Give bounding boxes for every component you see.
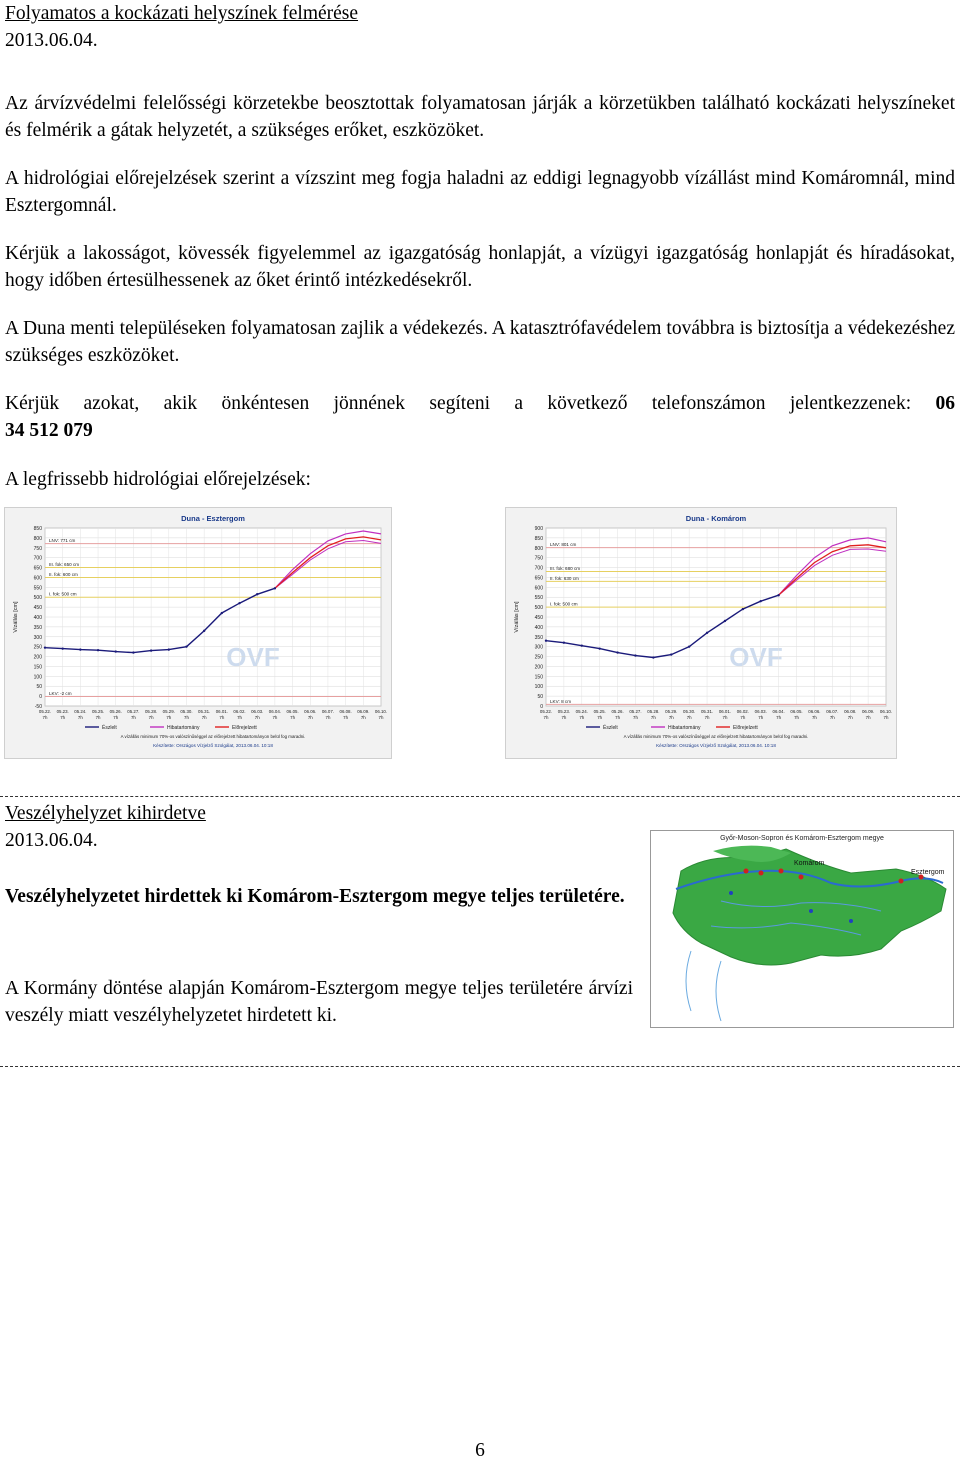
emergency-bold-statement: Veszélyhelyzetet hirdettek ki Komárom-Esztergom megye teljes területére. [5, 886, 625, 907]
x-tick-hour: 7h [668, 715, 674, 720]
x-tick-hour: 7h [201, 715, 207, 720]
y-tick-label: 550 [33, 585, 42, 592]
x-tick-hour: 7h [343, 715, 349, 720]
x-tick-label: 06.07. [826, 709, 839, 714]
observed-point [777, 594, 779, 596]
x-tick-label: 06.09. [357, 709, 370, 714]
y-tick-label: 550 [534, 595, 543, 602]
phone-number: 34 512 079 [5, 420, 93, 441]
x-tick-label: 06.03. [754, 709, 767, 714]
y-tick-label: 0 [39, 694, 42, 701]
y-tick-label: 150 [534, 674, 543, 681]
x-tick-hour: 7h [633, 715, 638, 720]
paragraph-4: A Duna menti településeken folyamatosan zajlik a védekezés. A katasztrófavédelem továbbra is biztosítja a védekezéshez szükséges eszközöket. [5, 318, 955, 366]
section-title-emergency: Veszélyhelyzet kihirdetve [5, 803, 206, 824]
chart-footnote: A vízállás minimum 70%-os valószínűséggel az előrejelzett hibatartományon belül fog maradni. [120, 734, 306, 739]
reference-level-label: LNV: 771 cm [49, 538, 76, 544]
x-tick-hour: 7h [740, 715, 746, 720]
x-tick-hour: 7h [237, 715, 242, 720]
x-tick-label: 06.07. [321, 709, 335, 714]
chart-credit: Készítette: Országos Vízjelző Szolgálat, 2013.06.04. 10:18 [153, 743, 273, 748]
reference-level-label: I. fok: 500 cm [550, 601, 578, 607]
x-tick-hour: 7h [829, 715, 835, 720]
x-tick-label: 05.31. [700, 709, 714, 714]
chart-title: Duna - Komárom [685, 514, 747, 523]
y-tick-label: 750 [33, 545, 42, 552]
reference-level-label: I. fok: 500 cm [49, 591, 77, 597]
y-tick-label: 150 [33, 664, 42, 671]
x-tick-hour: 7h [794, 715, 799, 720]
x-tick-hour: 7h [325, 715, 331, 720]
x-tick-label: 05.22. [539, 709, 553, 714]
x-tick-label: 05.22. [38, 709, 52, 714]
observed-point [61, 647, 63, 649]
observed-point [79, 648, 81, 650]
y-tick-label: 50 [537, 694, 543, 701]
y-tick-label: 100 [534, 684, 543, 691]
chart-credit: Készítette: Országos Vízjelző Szolgálat, 2013.06.04. 10:18 [656, 743, 776, 748]
chart-esztergom-svg [5, 508, 391, 758]
map-label-komarom: Komárom [794, 860, 825, 867]
y-tick-label: 400 [33, 615, 42, 621]
x-tick-hour: 7h [883, 715, 889, 720]
reference-level-label: LKV: -2 cm [49, 691, 72, 697]
x-tick-label: 06.05. [286, 709, 299, 714]
observed-point [185, 645, 187, 647]
x-tick-label: 06.10. [374, 709, 388, 714]
y-tick-label: 250 [33, 644, 42, 651]
volunteer-request: Kérjük azokat, akik önkéntesen jönnének segíteni a következő telefonszámon jelentkezzenek: [5, 393, 912, 414]
y-tick-label: 500 [33, 595, 42, 602]
x-tick-label: 05.25. [593, 709, 606, 714]
reference-level-label: LNV: 801 cm [550, 542, 577, 548]
y-tick-label: 600 [534, 585, 543, 592]
y-tick-label: 0 [540, 704, 543, 710]
x-tick-hour: 7h [42, 715, 48, 720]
county-map-svg [651, 831, 953, 1027]
watermark-logo: OVF [226, 642, 280, 672]
x-tick-hour: 7h [95, 715, 101, 720]
x-tick-label: 05.31. [198, 709, 211, 714]
x-tick-label: 05.26. [611, 709, 624, 714]
x-tick-hour: 7h [579, 715, 585, 720]
forecast-heading: A legfrissebb hidrológiai előrejelzések: [5, 469, 311, 490]
observed-point [724, 620, 726, 622]
observed-point [274, 587, 276, 589]
x-tick-label: 06.05. [790, 709, 803, 714]
legend-label: Hibatartomány [167, 725, 200, 731]
x-tick-label: 05.27. [629, 709, 642, 714]
legend-label: Előrejelzett [232, 725, 257, 731]
x-tick-hour: 7h [184, 715, 189, 720]
observed-point [688, 645, 690, 647]
x-tick-hour: 7h [561, 715, 567, 720]
x-tick-hour: 7h [130, 715, 136, 720]
x-tick-label: 05.30. [683, 709, 696, 714]
x-tick-label: 05.24. [74, 709, 87, 714]
x-tick-hour: 7h [272, 715, 278, 720]
reference-level-label: III. fok: 680 cm [550, 566, 581, 572]
x-tick-hour: 7h [722, 715, 728, 720]
y-tick-label: 200 [33, 654, 42, 661]
phone-prefix: 06 [935, 393, 955, 414]
legend-label: Hibatartomány [668, 725, 701, 731]
observed-point [545, 640, 547, 642]
divider-bottom [0, 1066, 960, 1067]
x-tick-hour: 7h [113, 715, 119, 720]
y-axis-label: Vízállás [cm] [13, 601, 19, 633]
x-tick-hour: 7h [776, 715, 782, 720]
x-tick-hour: 7h [360, 715, 366, 720]
chart-footnote: A vízállás minimum 70%-os valószínűséggel az előrejelzett hibatartományon belül fog maradni. [623, 734, 809, 739]
x-tick-hour: 7h [254, 715, 260, 720]
observed-point [670, 653, 672, 655]
x-tick-hour: 7h [597, 715, 603, 720]
x-tick-hour: 7h [166, 715, 172, 720]
reference-level-label: II. fok: 630 cm [550, 575, 579, 581]
y-tick-label: 700 [534, 565, 543, 572]
observed-point [168, 648, 170, 650]
x-tick-hour: 7h [686, 715, 692, 720]
observed-point [742, 608, 744, 610]
paragraph-2: A hidrológiai előrejelzések szerint a vízszint meg fogja haladni az eddigi legnagyobb vízállást mind Komáromnál, mind Esztergomnál. [5, 168, 955, 216]
x-tick-hour: 7h [219, 715, 225, 720]
x-tick-hour: 7h [650, 715, 656, 720]
y-tick-label: 100 [33, 674, 42, 681]
observed-point [115, 650, 117, 652]
x-tick-label: 05.23. [557, 709, 571, 714]
x-tick-label: 06.06. [304, 709, 317, 714]
reference-level-label: III. fok: 650 cm [49, 562, 80, 568]
x-tick-label: 06.02. [233, 709, 246, 714]
x-tick-label: 05.25. [91, 709, 105, 714]
observed-point [221, 612, 223, 614]
y-axis-label: Vízállás [cm] [514, 601, 520, 633]
y-tick-label: 850 [33, 526, 42, 532]
y-tick-label: 650 [534, 575, 543, 582]
x-tick-hour: 7h [543, 715, 549, 720]
legend-label: Észlelt [102, 725, 117, 731]
x-tick-label: 06.01. [718, 709, 732, 714]
observed-point [634, 654, 636, 656]
reference-level-label: LKV: 8 cm [550, 698, 572, 704]
x-tick-label: 05.29. [162, 709, 175, 714]
x-tick-label: 06.08. [844, 709, 857, 714]
x-tick-hour: 7h [758, 715, 764, 720]
observed-point [256, 593, 258, 595]
y-tick-label: 650 [33, 565, 42, 572]
x-tick-hour: 7h [704, 715, 710, 720]
y-tick-label: 850 [534, 535, 543, 542]
observed-point [616, 651, 618, 653]
y-tick-label: 600 [33, 575, 42, 582]
y-tick-label: 200 [534, 664, 543, 671]
paragraph-5-line1 [5, 390, 955, 417]
observed-point [706, 632, 708, 634]
y-tick-label: 350 [534, 634, 543, 641]
divider-top [0, 796, 960, 797]
y-tick-label: 450 [534, 615, 543, 621]
x-tick-label: 06.01. [215, 709, 228, 714]
x-tick-label: 05.30. [180, 709, 193, 714]
observed-point [203, 630, 205, 632]
y-tick-label: 750 [534, 555, 543, 562]
legend-label: Előrejelzett [733, 725, 758, 731]
y-tick-label: 450 [33, 605, 42, 612]
x-tick-hour: 7h [307, 715, 313, 720]
x-tick-hour: 7h [615, 715, 621, 720]
paragraph-3: Kérjük a lakosságot, kövessék figyelemmel az igazgatóság honlapját, a vízügyi igazgatóság honlapját és híradásokat, hogy időben értesülhessenek az őket érintő intézkedésekről. [5, 243, 955, 291]
x-tick-label: 05.24. [575, 709, 588, 714]
x-tick-label: 06.02. [736, 709, 749, 714]
y-tick-label: 50 [36, 684, 42, 691]
y-tick-label: 300 [534, 644, 543, 651]
x-tick-label: 05.26. [109, 709, 122, 714]
x-tick-label: 06.04. [268, 709, 282, 714]
y-tick-label: 800 [534, 545, 543, 552]
x-tick-hour: 7h [60, 715, 66, 720]
chart-komarom-svg [506, 508, 896, 758]
observed-point [132, 651, 134, 653]
county-map [650, 830, 954, 1028]
x-tick-hour: 7h [290, 715, 296, 720]
chart-esztergom [4, 507, 392, 759]
observed-point [97, 649, 99, 651]
x-tick-hour: 7h [865, 715, 871, 720]
legend-label: Észlelt [603, 725, 618, 731]
emergency-paragraph: A Kormány döntése alapján Komárom-Esztergom megye teljes területére árvízi veszély miatt veszélyhelyzetet hirdetett ki. [5, 978, 633, 1026]
y-tick-label: 400 [534, 624, 543, 631]
x-tick-label: 05.27. [127, 709, 140, 714]
watermark-logo: OVF [729, 642, 783, 672]
page-number: 6 [475, 1440, 485, 1461]
x-tick-label: 06.03. [251, 709, 264, 714]
reference-level-label: II. fok: 600 cm [49, 571, 78, 577]
chart-title: Duna - Esztergom [181, 514, 245, 523]
observed-point [44, 646, 46, 648]
section-date-2: 2013.06.04. [5, 830, 98, 851]
x-tick-label: 06.09. [861, 709, 875, 714]
x-tick-label: 06.10. [879, 709, 893, 714]
chart-komarom [505, 507, 897, 759]
y-tick-label: 250 [534, 654, 543, 661]
y-tick-label: -50 [34, 704, 42, 710]
x-tick-hour: 7h [847, 715, 853, 720]
y-tick-label: 350 [33, 624, 42, 631]
section-title-risk-survey: Folyamatos a kockázati helyszínek felmérése [5, 3, 359, 24]
x-tick-label: 05.28. [144, 709, 158, 714]
y-tick-label: 500 [534, 605, 543, 612]
x-tick-hour: 7h [811, 715, 817, 720]
x-tick-hour: 7h [378, 715, 384, 720]
y-tick-label: 700 [33, 555, 42, 562]
y-tick-label: 800 [33, 535, 42, 542]
observed-point [760, 600, 762, 602]
y-tick-label: 300 [33, 634, 42, 641]
y-tick-label: 900 [534, 526, 543, 532]
map-label-esztergom: Esztergom [911, 869, 945, 876]
section-date: 2013.06.04. [5, 30, 98, 51]
x-tick-hour: 7h [77, 715, 83, 720]
observed-point [598, 647, 600, 649]
x-tick-label: 05.28. [647, 709, 660, 714]
x-tick-label: 05.29. [665, 709, 678, 714]
observed-point [238, 602, 240, 604]
map-title: Győr-Moson-Sopron és Komárom-Esztergom megye [720, 835, 884, 842]
x-tick-label: 06.08. [339, 709, 352, 714]
observed-point [581, 644, 583, 646]
paragraph-1: Az árvízvédelmi felelősségi körzetekbe beosztottak folyamatosan járják a körzetükben található kockázati helyszíneket és felmérik a gátak helyzetét, a szükséges erőket, eszközöket. [5, 93, 955, 141]
x-tick-label: 06.04. [772, 709, 785, 714]
x-tick-hour: 7h [148, 715, 154, 720]
x-tick-label: 05.23. [56, 709, 69, 714]
observed-point [652, 656, 654, 658]
observed-point [563, 642, 565, 644]
x-tick-label: 06.06. [808, 709, 821, 714]
observed-point [150, 649, 152, 651]
